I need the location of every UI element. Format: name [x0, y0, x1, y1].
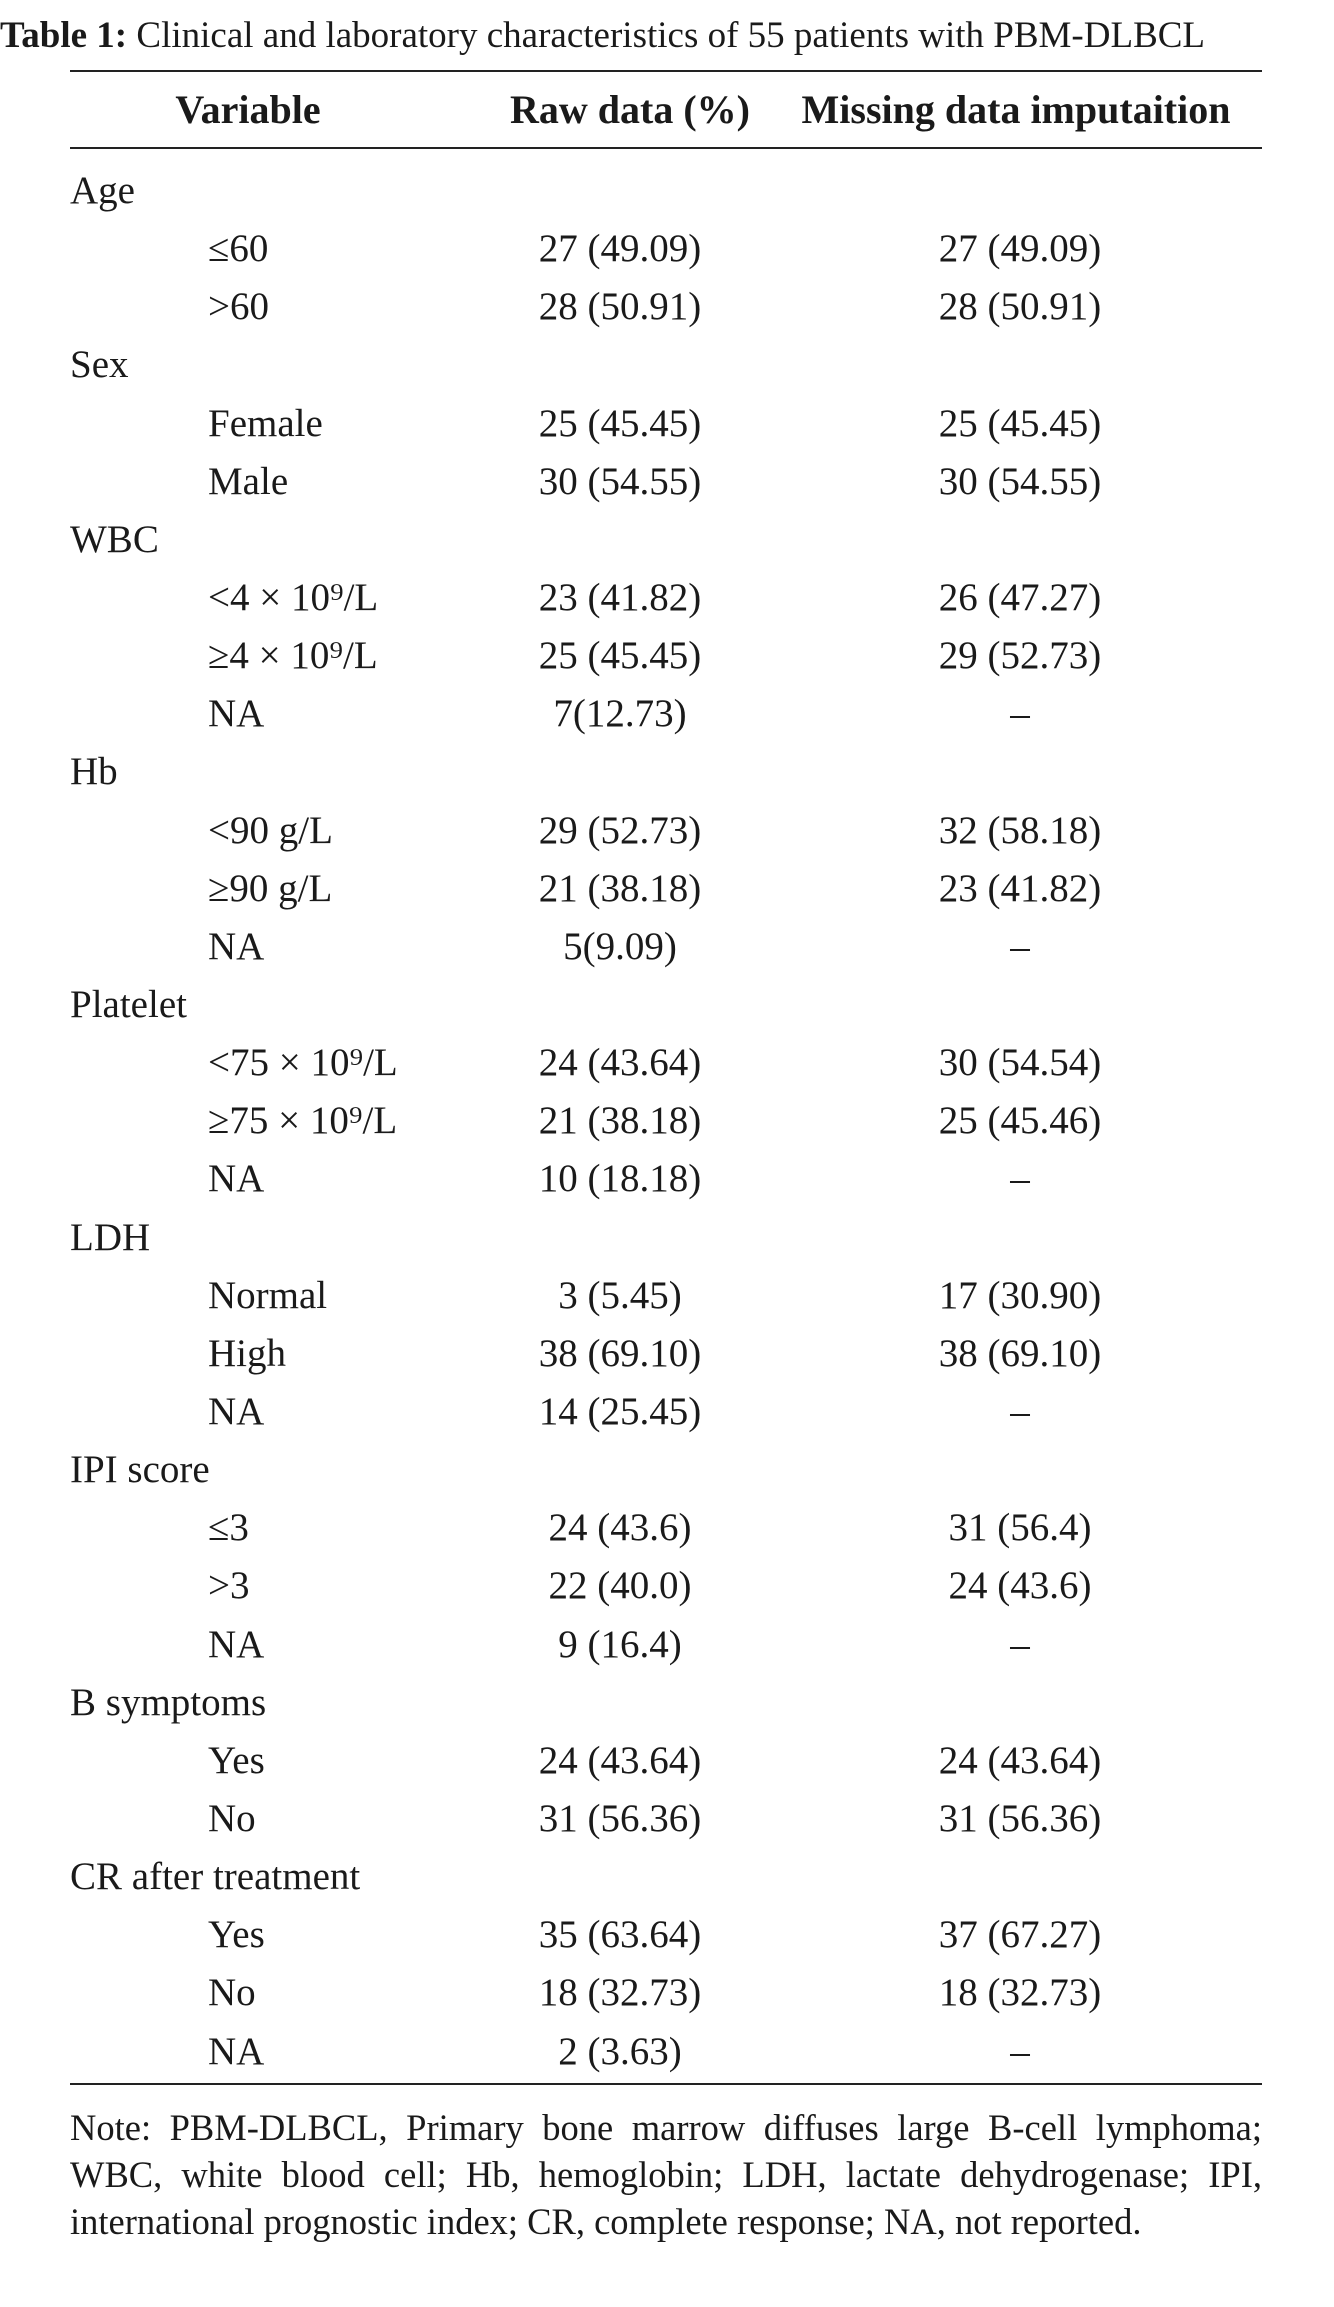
table-row — [0, 569, 1334, 627]
variable-cell: ≥4 × 10⁹/L — [208, 634, 378, 678]
imputed-data-cell: 25 (45.45) — [938, 401, 1102, 445]
raw-data-cell: 30 (54.55) — [538, 459, 702, 503]
variable-cell: ≤3 — [208, 1506, 249, 1550]
variable-cell: NA — [208, 1389, 265, 1433]
table-group-row — [0, 1848, 1334, 1906]
imputed-data-cell: – — [1010, 1622, 1030, 1666]
variable-cell: ≥75 × 10⁹/L — [208, 1099, 398, 1143]
imputed-data-cell: 32 (58.18) — [938, 808, 1102, 852]
imputed-data-cell: 37 (67.27) — [938, 1913, 1102, 1957]
imputed-data-cell: – — [1010, 1157, 1030, 1201]
variable-cell: Sex — [70, 343, 129, 387]
variable-cell: Male — [208, 459, 289, 503]
table-note: Note: PBM-DLBCL, Primary bone marrow diffuses large B-cell lymphoma; WBC, white blood cell; Hb, hemoglobin; LDH, lactate dehydrogenase; IPI, international prognostic index; CR, complete response; NA, not reported. — [70, 2107, 1262, 2242]
table-row — [0, 1557, 1334, 1615]
raw-data-cell: 25 (45.45) — [538, 634, 702, 678]
table-row — [0, 1732, 1334, 1790]
table-caption-label: Table 1: — [0, 15, 128, 56]
table-group-row — [0, 336, 1334, 394]
table-row — [0, 802, 1334, 860]
imputed-data-cell: 29 (52.73) — [938, 634, 1102, 678]
variable-cell: Normal — [208, 1273, 328, 1317]
imputed-data-cell: 24 (43.6) — [948, 1564, 1092, 1608]
table-row — [0, 1964, 1334, 2022]
imputed-data-cell: 25 (45.46) — [938, 1099, 1102, 1143]
imputed-data-cell: – — [1010, 2029, 1030, 2073]
table-row — [0, 395, 1334, 453]
raw-data-cell: 14 (25.45) — [538, 1389, 702, 1433]
table-row — [0, 1267, 1334, 1325]
column-header-raw-data: Raw data (%) — [510, 87, 750, 132]
raw-data-cell: 23 (41.82) — [538, 575, 702, 619]
raw-data-cell: 2 (3.63) — [558, 2029, 682, 2073]
imputed-data-cell: 30 (54.54) — [938, 1041, 1102, 1085]
variable-cell: IPI score — [70, 1448, 210, 1492]
table-row — [0, 1616, 1334, 1674]
variable-cell: High — [208, 1331, 286, 1375]
table-header-rule — [70, 147, 1262, 149]
imputed-data-cell: 38 (69.10) — [938, 1331, 1102, 1375]
raw-data-cell: 22 (40.0) — [548, 1564, 692, 1608]
raw-data-cell: 35 (63.64) — [538, 1913, 702, 1957]
raw-data-cell: 25 (45.45) — [538, 401, 702, 445]
variable-cell: LDH — [70, 1215, 151, 1259]
raw-data-cell: 9 (16.4) — [558, 1622, 682, 1666]
table-bottom-rule — [70, 2083, 1262, 2085]
table-body — [0, 162, 1334, 2081]
imputed-data-cell: 23 (41.82) — [938, 866, 1102, 910]
imputed-data-cell: 24 (43.64) — [938, 1738, 1102, 1782]
variable-cell: NA — [208, 2029, 265, 2073]
variable-cell: <4 × 10⁹/L — [208, 575, 379, 619]
variable-cell: ≤60 — [208, 227, 269, 271]
table-group-row — [0, 1209, 1334, 1267]
table-row — [0, 453, 1334, 511]
table-group-row — [0, 511, 1334, 569]
table-row — [0, 685, 1334, 743]
raw-data-cell: 10 (18.18) — [538, 1157, 702, 1201]
variable-cell: CR after treatment — [70, 1855, 361, 1899]
table-group-row — [0, 976, 1334, 1034]
raw-data-cell: 24 (43.6) — [548, 1506, 692, 1550]
raw-data-cell: 21 (38.18) — [538, 1099, 702, 1143]
variable-cell: Female — [208, 401, 323, 445]
table-row — [0, 1325, 1334, 1383]
table-group-row — [0, 743, 1334, 801]
table-row — [0, 1034, 1334, 1092]
table-caption-text: Clinical and laboratory characteristics of 55 patients with PBM-DLBCL — [136, 15, 1206, 56]
imputed-data-cell: – — [1010, 924, 1030, 968]
imputed-data-cell: 26 (47.27) — [938, 575, 1102, 619]
variable-cell: NA — [208, 692, 265, 736]
variable-cell: Hb — [70, 750, 118, 794]
imputed-data-cell: – — [1010, 692, 1030, 736]
raw-data-cell: 38 (69.10) — [538, 1331, 702, 1375]
table-group-row — [0, 1441, 1334, 1499]
table-row — [0, 860, 1334, 918]
raw-data-cell: 24 (43.64) — [538, 1738, 702, 1782]
table-row — [0, 1790, 1334, 1848]
table-row — [0, 918, 1334, 976]
variable-cell: >3 — [208, 1564, 250, 1608]
table-group-row — [0, 1674, 1334, 1732]
table-group-row — [0, 162, 1334, 220]
raw-data-cell: 18 (32.73) — [538, 1971, 702, 2015]
table-row — [0, 1092, 1334, 1150]
column-header-imputation: Missing data imputaition — [801, 87, 1231, 132]
raw-data-cell: 24 (43.64) — [538, 1041, 702, 1085]
imputed-data-cell: 30 (54.55) — [938, 459, 1102, 503]
raw-data-cell: 28 (50.91) — [538, 285, 702, 329]
imputed-data-cell: 18 (32.73) — [938, 1971, 1102, 2015]
variable-cell: >60 — [208, 285, 269, 329]
table-row — [0, 1383, 1334, 1441]
table-row — [0, 220, 1334, 278]
variable-cell: Yes — [208, 1913, 265, 1957]
raw-data-cell: 31 (56.36) — [538, 1796, 702, 1840]
variable-cell: No — [208, 1796, 256, 1840]
variable-cell: <90 g/L — [208, 808, 333, 852]
imputed-data-cell: 31 (56.4) — [948, 1506, 1092, 1550]
raw-data-cell: 3 (5.45) — [558, 1273, 682, 1317]
imputed-data-cell: 28 (50.91) — [938, 285, 1102, 329]
variable-cell: NA — [208, 924, 265, 968]
variable-cell: <75 × 10⁹/L — [208, 1041, 398, 1085]
table-row — [0, 1150, 1334, 1208]
imputed-data-cell: 17 (30.90) — [938, 1273, 1102, 1317]
table-row — [0, 1906, 1334, 1964]
raw-data-cell: 7(12.73) — [553, 692, 687, 736]
imputed-data-cell: 27 (49.09) — [938, 227, 1102, 271]
variable-cell: No — [208, 1971, 256, 2015]
variable-cell: Age — [70, 169, 135, 212]
raw-data-cell: 29 (52.73) — [538, 808, 702, 852]
raw-data-cell: 21 (38.18) — [538, 866, 702, 910]
table-row — [0, 2023, 1334, 2081]
variable-cell: WBC — [70, 517, 159, 561]
table-row — [0, 1499, 1334, 1557]
imputed-data-cell: – — [1010, 1389, 1030, 1433]
table-caption — [0, 14, 1334, 58]
table-row — [0, 627, 1334, 685]
raw-data-cell: 27 (49.09) — [538, 227, 702, 271]
variable-cell: NA — [208, 1622, 265, 1666]
table-top-rule — [70, 70, 1262, 72]
variable-cell: Yes — [208, 1738, 265, 1782]
variable-cell: B symptoms — [70, 1680, 267, 1724]
table-row — [0, 278, 1334, 336]
column-header-variable: Variable — [175, 87, 321, 132]
variable-cell: ≥90 g/L — [208, 866, 333, 910]
variable-cell: Platelet — [70, 982, 187, 1026]
imputed-data-cell: 31 (56.36) — [938, 1796, 1102, 1840]
variable-cell: NA — [208, 1157, 265, 1201]
raw-data-cell: 5(9.09) — [563, 924, 677, 968]
